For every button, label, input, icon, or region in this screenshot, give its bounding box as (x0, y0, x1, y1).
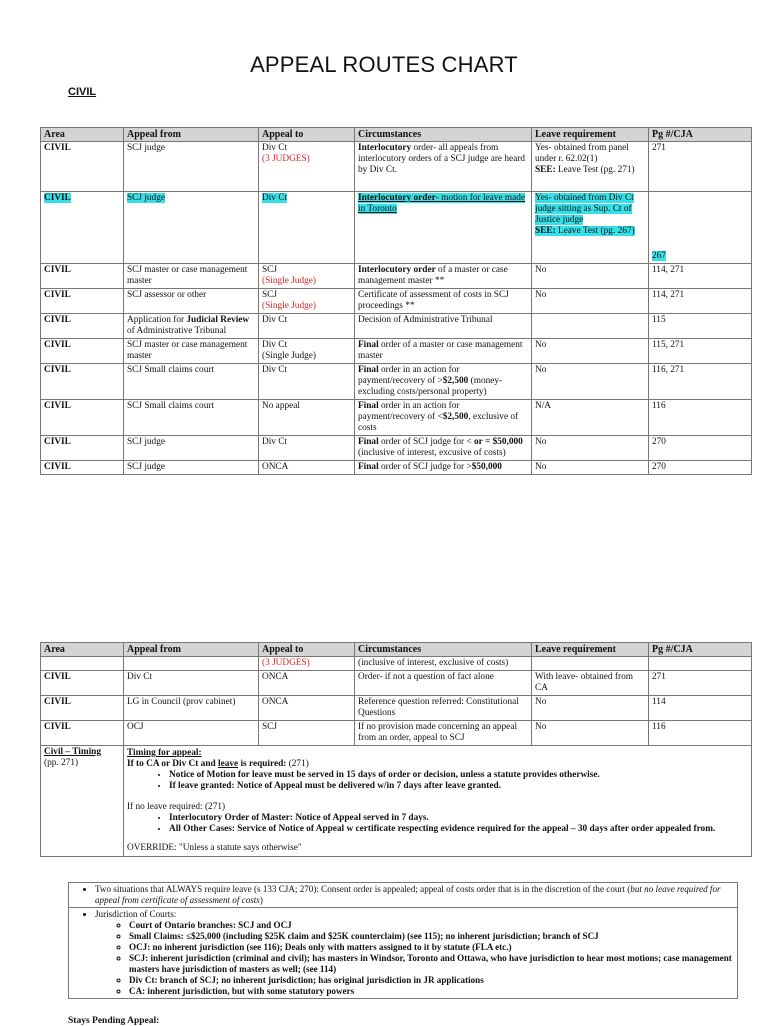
table-row (41, 461, 752, 475)
cell-to-text: Div Ct (262, 143, 288, 153)
list-item-text: SCJ: inherent jurisdiction (criminal and civil); has masters in Windsor, Toronto and Ottawa, who have jurisdiction to hear most motions; case management masters have jurisdiction of masters as well; (see 114) (129, 953, 732, 974)
circ-text: order in an action for payment/recovery of < (358, 401, 460, 422)
circ-text-post: (money- excluding costs/personal property) (358, 376, 503, 397)
cell-circumstances (355, 192, 532, 264)
timing-label-cell (41, 746, 124, 857)
highlight-text: CIVIL (44, 193, 71, 203)
cell-to-note: (Single Judge) (262, 301, 316, 311)
timing-label-sub: (pp. 271) (44, 758, 79, 768)
cell-to: SCJ (259, 721, 355, 746)
header-circumstances: Circumstances (355, 128, 532, 142)
cell-to-note: (Single Judge) (262, 276, 316, 286)
timing-row (41, 746, 752, 857)
cell-page: 115 (649, 314, 752, 339)
cell-page: 116 (649, 721, 752, 746)
cell-leave: No (532, 289, 649, 314)
list-item (169, 770, 748, 781)
cell-area (41, 657, 124, 671)
header-page: Pg #/CJA (649, 643, 752, 657)
timing-line1-post: is required: (238, 759, 287, 769)
cell-area: CIVIL (41, 364, 124, 400)
jurisdiction-heading: Jurisdiction of Courts: (95, 909, 177, 919)
table-header-row (41, 128, 752, 142)
header-area: Area (41, 643, 124, 657)
cell-circumstances (355, 142, 532, 192)
cell-page: 114 (649, 696, 752, 721)
cell-page: 271 (649, 142, 752, 192)
cell-leave: No (532, 461, 649, 475)
cell-leave (532, 314, 649, 339)
cell-from: SCJ master or case management master (124, 339, 259, 364)
circ-text: order in an action for payment/recovery of > (358, 365, 460, 386)
list-item-text: Notice of Motion for leave must be served in 15 days of order or decision, unless a statute provides otherwise. (169, 770, 600, 780)
cell-page: 116 (649, 400, 752, 436)
cell-page (649, 657, 752, 671)
cell-from: Div Ct (124, 671, 259, 696)
table-row (41, 314, 752, 339)
cell-to-note: (3 JUDGES) (259, 657, 355, 671)
circ-text: order of SCJ judge for > (378, 462, 472, 472)
cell-from: SCJ master or case management master (124, 264, 259, 289)
cell-circumstances (355, 264, 532, 289)
table-row (41, 364, 752, 400)
cell-from: SCJ judge (124, 142, 259, 192)
appeal-routes-table-continued (40, 642, 752, 857)
timing-line2-ref: (271) (202, 802, 226, 812)
cell-page (649, 192, 752, 264)
cell-to: ONCA (259, 461, 355, 475)
cell-page: 116, 271 (649, 364, 752, 400)
cell-from: OCJ (124, 721, 259, 746)
cell-circumstances: Certificate of assessment of costs in SCJ proceedings ** (355, 289, 532, 314)
cell-area (41, 192, 124, 264)
table-row (41, 400, 752, 436)
circ-text: order- all appeals from interlocutory orders of a SCJ judge are heard by Div Ct. (358, 143, 526, 175)
circ-amount: or = $50,000 (474, 437, 523, 447)
cell-area: CIVIL (41, 314, 124, 339)
cell-to: Div Ct (259, 364, 355, 400)
cell-to: ONCA (259, 696, 355, 721)
cell-to (259, 192, 355, 264)
from-bold: Judicial Review (186, 315, 250, 325)
timing-noleave-list (127, 813, 748, 835)
notes-box (68, 882, 738, 999)
list-item (129, 975, 733, 986)
list-item (129, 920, 733, 931)
cell-from (124, 192, 259, 264)
circ-text: order of a master or case management master (358, 340, 523, 361)
cell-area: CIVIL (41, 721, 124, 746)
list-item-text: Small Claims: ≤$25,000 (including $25K claim and $25K counterclaim) (see 115); no inherent jurisdiction; branch of SCJ (129, 931, 599, 941)
cell-leave: With leave- obtained from CA (532, 671, 649, 696)
cell-circumstances: Decision of Administrative Tribunal (355, 314, 532, 339)
cell-circumstances (355, 364, 532, 400)
cell-circumstances (355, 400, 532, 436)
table-row (41, 289, 752, 314)
cell-circumstances: If no provision made concerning an appeal from an order, appeal to SCJ (355, 721, 532, 746)
cell-from: SCJ Small claims court (124, 400, 259, 436)
cell-leave (532, 142, 649, 192)
cell-area: CIVIL (41, 142, 124, 192)
circ-bold: Interlocutory order (358, 265, 436, 275)
cell-to: Div Ct (259, 436, 355, 461)
circ-bold: Final (358, 462, 379, 472)
leave-ref: Leave Test (pg. 271) (555, 165, 635, 175)
timing-heading: Timing for appeal: (127, 748, 202, 758)
leave-see: SEE: (535, 226, 556, 236)
circ-bold: Final (358, 401, 379, 411)
cell-area: CIVIL (41, 436, 124, 461)
cell-to-note: (Single Judge) (262, 351, 316, 361)
cell-page: 270 (649, 461, 752, 475)
timing-leave-list (127, 770, 748, 792)
cell-to: Div Ct (259, 314, 355, 339)
list-item (169, 824, 748, 835)
timing-line1-leave: leave (218, 759, 239, 769)
timing-line1-ref: (271) (286, 759, 309, 769)
list-item (169, 813, 748, 824)
cell-page: 115, 271 (649, 339, 752, 364)
section-heading: CIVIL (68, 86, 97, 98)
circ-text-post: , exclusive of costs (358, 412, 519, 433)
circ-text: order of SCJ judge for < (378, 437, 475, 447)
cell-page: 114, 271 (649, 264, 752, 289)
cell-area: CIVIL (41, 264, 124, 289)
timing-override: OVERRIDE: "Unless a statute says otherwise" (127, 843, 302, 853)
circ-bold: Interlocutory (358, 143, 412, 153)
highlight-text: 267 (652, 251, 666, 261)
list-item-text: CA: inherent jurisdiction, but with some statutory powers (129, 986, 355, 996)
cell-area: CIVIL (41, 461, 124, 475)
table-row (41, 436, 752, 461)
cell-leave (532, 192, 649, 264)
timing-content (124, 746, 752, 857)
cell-page: 114, 271 (649, 289, 752, 314)
cell-area: CIVIL (41, 339, 124, 364)
leave-note-close: ) (259, 895, 263, 905)
cell-leave: No (532, 696, 649, 721)
cell-from (124, 314, 259, 339)
circ-amount: $50,000 (471, 462, 502, 472)
circ-bold: Final (358, 437, 379, 447)
cell-from: LG in Council (prov cabinet) (124, 696, 259, 721)
cell-circumstances (355, 461, 532, 475)
table-row (41, 657, 752, 671)
cell-to-text: SCJ (262, 265, 277, 275)
leave-see: SEE: (535, 165, 556, 175)
cell-to (259, 339, 355, 364)
list-item (129, 931, 733, 942)
circ-text-post: (inclusive of interest, excusive of costs) (358, 448, 506, 458)
cell-to: ONCA (259, 671, 355, 696)
leave-text: Yes- obtained from panel under r. 62.02(1) (535, 143, 629, 164)
leave-note-row (69, 883, 737, 908)
list-item (129, 986, 733, 997)
leave-note-italic: but no leave required for appeal from certificate of assessment of costs (95, 884, 721, 905)
list-item-text: OCJ: no inherent jurisdiction (see 116); Deals only with matters assigned to it by statute (FLA etc.) (129, 942, 512, 952)
timing-line2: If no leave required: (127, 802, 203, 812)
jurisdiction-row (69, 908, 737, 998)
header-leave: Leave requirement (532, 643, 649, 657)
cell-circumstances: Order- if not a question of fact alone (355, 671, 532, 696)
header-leave: Leave requirement (532, 128, 649, 142)
appeal-routes-table (40, 127, 752, 475)
table-row (41, 721, 752, 746)
cell-leave: No (532, 264, 649, 289)
jurisdiction-list (95, 920, 733, 997)
cell-circumstances (355, 436, 532, 461)
list-item (95, 909, 733, 997)
stays-heading: Stays Pending Appeal: (68, 1016, 160, 1026)
table-row (41, 264, 752, 289)
header-appeal-to: Appeal to (259, 643, 355, 657)
from-text-post: of Administrative Tribunal (127, 326, 227, 336)
timing-line1: If to CA or Div Ct and (127, 759, 218, 769)
cell-circumstances (355, 339, 532, 364)
cell-leave: No (532, 436, 649, 461)
circ-bold: Final (358, 365, 379, 375)
cell-area: CIVIL (41, 289, 124, 314)
circ-bold: Final (358, 340, 379, 350)
header-appeal-from: Appeal from (124, 128, 259, 142)
cell-leave (532, 657, 649, 671)
table-header-row (41, 643, 752, 657)
circ-text: - motion for leave made in Toronto (358, 193, 526, 214)
cell-to (259, 142, 355, 192)
header-circumstances: Circumstances (355, 643, 532, 657)
circ-amount: $2,500 (442, 376, 469, 386)
list-item (169, 781, 748, 792)
cell-from (124, 657, 259, 671)
header-appeal-to: Appeal to (259, 128, 355, 142)
leave-text: Yes- obtained from Div Ct judge sitting as Sup. Ct of Justice judge (535, 193, 634, 225)
list-item-text: Interlocutory Order of Master: Notice of Appeal served in 7 days. (169, 813, 429, 823)
list-item (95, 884, 733, 906)
cell-circumstances: Reference question referred: Constitutional Questions (355, 696, 532, 721)
cell-area: CIVIL (41, 400, 124, 436)
leave-ref: Leave Test (pg. 267) (555, 226, 635, 236)
table-row (41, 671, 752, 696)
timing-label: Civil – Timing (44, 747, 102, 757)
cell-to (259, 289, 355, 314)
cell-circumstances: (inclusive of interest, exclusive of costs) (355, 657, 532, 671)
header-appeal-from: Appeal from (124, 643, 259, 657)
cell-area: CIVIL (41, 671, 124, 696)
cell-area: CIVIL (41, 696, 124, 721)
page-title: APPEAL ROUTES CHART (250, 52, 518, 77)
cell-leave: No (532, 364, 649, 400)
table-row (41, 339, 752, 364)
table-row (41, 696, 752, 721)
cell-to-note: (3 JUDGES) (262, 154, 310, 164)
circ-amount: $2,500 (442, 412, 469, 422)
highlight-text: SCJ judge (127, 193, 165, 203)
cell-page: 270 (649, 436, 752, 461)
cell-from: SCJ Small claims court (124, 364, 259, 400)
table-row (41, 142, 752, 192)
list-item-text: All Other Cases: Service of Notice of Appeal w certificate respecting evidence required for the appeal – 30 days after order appealed from. (169, 824, 716, 834)
list-item (129, 942, 733, 953)
from-text: Application for (127, 315, 187, 325)
header-area: Area (41, 128, 124, 142)
cell-to-text: Div Ct (262, 340, 288, 350)
highlight-text: Div Ct (262, 193, 288, 203)
cell-page: 271 (649, 671, 752, 696)
cell-from: SCJ assessor or other (124, 289, 259, 314)
leave-note-text: Two situations that ALWAYS require leave (s 133 CJA; 270): Consent order is appealed; appeal of costs order that is in the discretion of the court ( (95, 884, 631, 894)
list-item-text: Court of Ontario branches: SCJ and OCJ (129, 920, 292, 930)
list-item-text: If leave granted: Notice of Appeal must be delivered w/in 7 days after leave granted. (169, 781, 501, 791)
cell-from: SCJ judge (124, 436, 259, 461)
cell-to (259, 264, 355, 289)
circ-text: of a master or case management master ** (358, 265, 508, 286)
cell-leave: No (532, 339, 649, 364)
list-item-text: Div Ct: branch of SCJ; no inherent jurisdiction; has original jurisdiction in JR applications (129, 975, 484, 985)
list-item (129, 953, 733, 975)
cell-to: No appeal (259, 400, 355, 436)
cell-to-text: SCJ (262, 290, 277, 300)
cell-from: SCJ judge (124, 461, 259, 475)
header-page: Pg #/CJA (649, 128, 752, 142)
cell-leave: No (532, 721, 649, 746)
table-row-highlighted (41, 192, 752, 264)
circ-bold: Interlocutory order (358, 193, 436, 203)
cell-leave: N/A (532, 400, 649, 436)
